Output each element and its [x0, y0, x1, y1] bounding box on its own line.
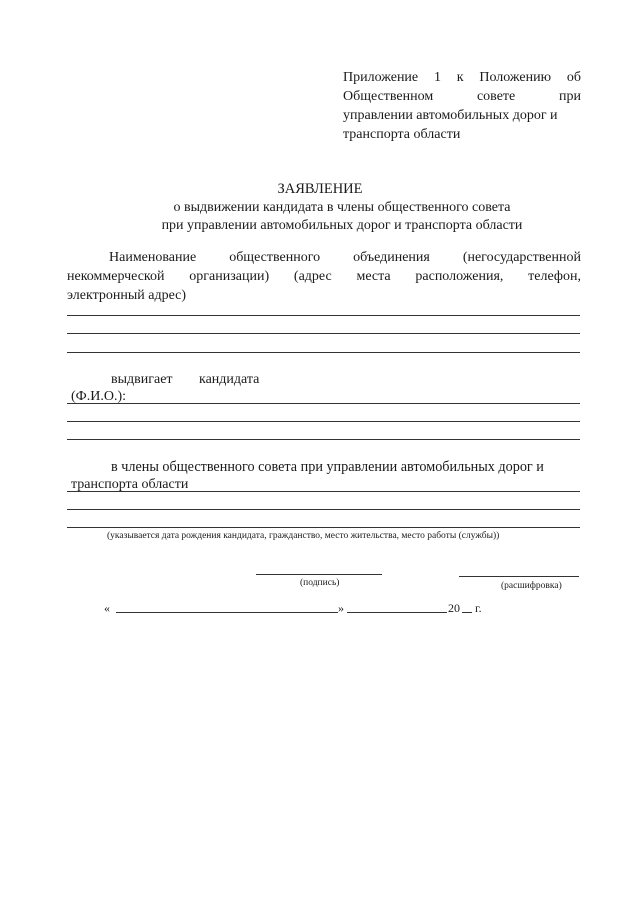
appendix-word: Приложение	[343, 70, 419, 85]
fill-line[interactable]	[67, 403, 580, 404]
appendix-word: при	[559, 89, 581, 104]
appendix-note	[343, 68, 581, 144]
org-word: (адрес	[293, 269, 332, 284]
date-year-line[interactable]	[462, 612, 472, 613]
decode-label: (расшифровка)	[501, 581, 562, 591]
fill-line[interactable]	[67, 315, 580, 316]
candidate-info-hint: (указывается дата рождения кандидата, гражданство, место жительства, место работы (службы))	[107, 531, 500, 541]
date-open-quote: «	[104, 601, 110, 615]
appendix-line-1	[343, 68, 581, 87]
appendix-line-4: транспорта области	[343, 127, 461, 142]
date-year-prefix: 20	[448, 601, 460, 615]
organization-label	[67, 248, 581, 305]
fio-label: (Ф.И.О.):	[71, 389, 126, 404]
org-line-3: электронный адрес)	[67, 288, 187, 303]
appendix-word: совете	[476, 89, 516, 104]
org-word: места	[356, 269, 391, 284]
org-line-1	[67, 248, 581, 267]
subtitle-line-2: при управлении автомобильных дорог и транспорта области	[161, 218, 523, 233]
appendix-line-3: управлении автомобильных дорог и	[343, 108, 558, 123]
org-word: расположения,	[415, 269, 504, 284]
org-word: некоммерческой	[67, 269, 165, 284]
org-line-2	[67, 267, 581, 286]
org-word: Наименование	[109, 250, 197, 265]
org-word: (негосударственной	[462, 250, 581, 265]
appendix-line-2	[343, 87, 581, 106]
org-word: общественного	[229, 250, 321, 265]
appendix-word: Положению	[479, 70, 552, 85]
fill-line[interactable]	[67, 509, 580, 510]
appendix-word: к	[456, 70, 464, 85]
signature-label: (подпись)	[300, 578, 340, 588]
decode-line[interactable]	[459, 576, 579, 577]
fill-line[interactable]	[67, 491, 580, 492]
fill-line[interactable]	[67, 527, 580, 528]
council-line-1: в члены общественного совета при управлении автомобильных дорог и	[111, 459, 544, 475]
council-line-2: транспорта области	[71, 477, 189, 492]
appendix-word: об	[566, 70, 581, 85]
date-day-line[interactable]	[116, 612, 338, 613]
signature-line[interactable]	[256, 574, 382, 575]
date-year-suffix: г.	[475, 601, 482, 615]
fill-line[interactable]	[67, 439, 580, 440]
appendix-word: Общественном	[343, 89, 434, 104]
appendix-word: 1	[433, 70, 441, 85]
date-month-line[interactable]	[347, 612, 447, 613]
document-title: ЗАЯВЛЕНИЕ	[277, 181, 363, 197]
org-word: объединения	[353, 250, 430, 265]
nominates-label: выдвигает	[111, 372, 173, 387]
org-word: организации)	[189, 269, 270, 284]
fill-line[interactable]	[67, 421, 580, 422]
fill-line[interactable]	[67, 352, 580, 353]
date-close-quote: »	[338, 601, 344, 615]
subtitle-line-1: о выдвижении кандидата в члены общественного совета	[173, 200, 511, 215]
candidate-label: кандидата	[199, 372, 260, 387]
fill-line[interactable]	[67, 333, 580, 334]
org-word: телефон,	[528, 269, 581, 284]
